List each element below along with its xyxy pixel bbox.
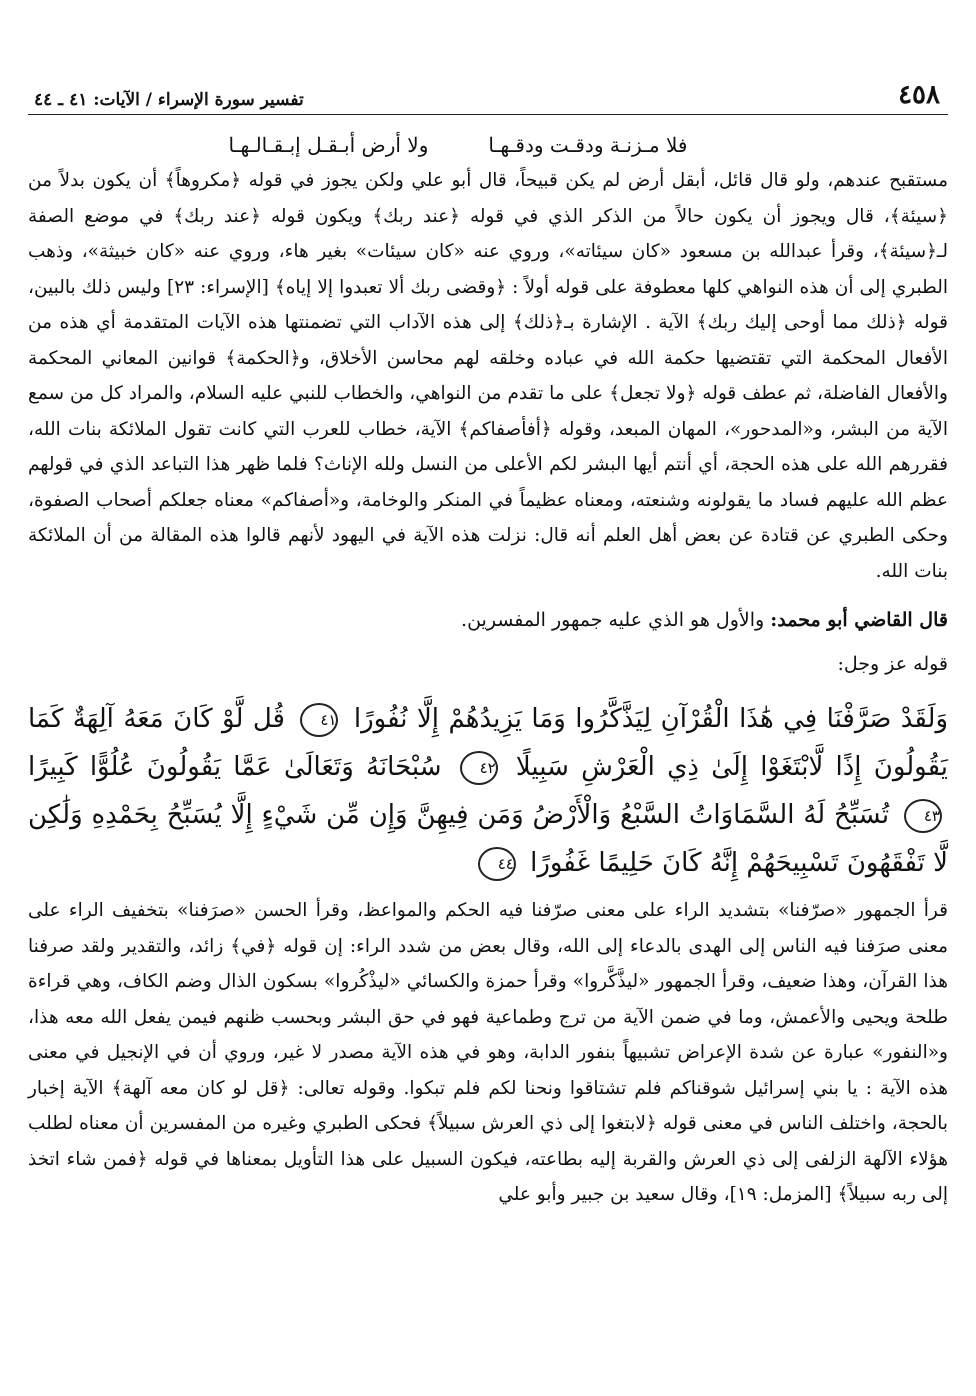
text-line: ﴿مكروهاً﴾ أن يكون بدلاً من ﴿سيئة﴾، قال ويجوز أن يكون حالاً من الذكر الذي في قوله ﴿عند ربك﴾ xyxy=(28,170,949,227)
text-line: يا بني إسرائيل شوقناكم فلم تشتاقوا ونحنا لكم فلم تبكوا. وقوله تعالى: ﴿قل لو كان معه آلهة﴾ الآية إخبار xyxy=(28,1077,858,1099)
text-line: بتخفيف الراء على معنى صرَفنا فيه الناس إلى الهدى بالدعاء إلى الله، وقال بعض من شدد الراء: إن قوله xyxy=(28,900,948,957)
ayah-44: تُسَبِّحُ لَهُ السَّمَاوَاتُ السَّبْعُ وَالْأَرْضُ وَمَن فِيهِنَّ وَإِن مِّن شَيْءٍ إِلَّا يُسَبِّحُ بِحَمْدِهِ وَلَٰكِن لَّا تَفْقَهُونَ تَسْبِيحَهُمْ إِنَّهُ كَانَ حَلِيمًا غَفُورًا xyxy=(28,800,948,878)
text-line: في المنكر والوخامة، و«أصفاكم» معناه جعلكم أصحاب الصفوة، وحكى الطبري عن قتادة عن بعض أهل xyxy=(28,489,948,546)
text-line: من ترج وطماعية فهو في حق البشر وبحسب ظنهم فيمن يفعل الله معه هذا، و«النفور» عبارة عن شدة xyxy=(28,1006,948,1063)
text-line: الإشارة بـ﴿ذلك﴾ إلى هذه الآداب التي تضمنتها هذه الآيات المتقدمة أي هذه من الأفعال المحكمة التي xyxy=(28,312,948,369)
text-line: مستقبح عندهم، ولو قال قائل، أبقل أرض لم يكن قبيحاً، قال أبو علي ولكن يجوز في قوله xyxy=(248,170,948,191)
speaker-name: قال القاضي أبو محمد: xyxy=(770,609,948,631)
commentary-paragraph-2 xyxy=(28,893,948,1213)
ayah-41: وَلَقَدْ صَرَّفْنَا فِي هَٰذَا الْقُرْآنِ لِيَذَّكَّرُوا وَمَا يَزِيدُهُمْ إِلَّا نُفُورًا xyxy=(353,704,949,734)
page-header xyxy=(28,70,948,115)
ayah-number-marker: ٤٤ xyxy=(478,847,516,881)
speaker-text: والأول هو الذي عليه جمهور المفسرين. xyxy=(461,609,765,631)
ayah-number-marker: ٤٣ xyxy=(904,799,942,833)
verse-hemistich-right: فلا مـزنـة ودقـت ودقـهـا xyxy=(488,133,688,157)
ayah-42: قُل لَّوْ كَانَ مَعَهُ آلِهَةٌ كَمَا يَقُولُونَ إِذًا لَّابْتَغَوْا إِلَىٰ ذِي الْعَرْشِ سَبِيلًا xyxy=(28,704,948,782)
speaker-statement xyxy=(28,603,948,637)
ayah-number-marker: ٤١ xyxy=(300,703,338,737)
ayah-43: سُبْحَانَهُ وَتَعَالَىٰ عَمَّا يَقُولُونَ عُلُوًّا كَبِيرًا xyxy=(28,752,442,782)
text-line: سيئات» بغير هاء، وروي عنه «كان خبيثة»، وذهب الطبري إلى أن هذه النواهي كلها معطوفة على قوله أولاً : xyxy=(28,241,948,298)
text-line: تقتضيها حكمة الله في عباده وخلقه لهم محاسن الأخلاق، و﴿الحكمة﴾ قوانين المعاني المحكمة والأفعال xyxy=(28,347,948,404)
verse-intro: قوله عز وجل: xyxy=(837,653,948,675)
page-number: ٤٥٨ xyxy=(898,80,940,110)
text-line: الفاضلة، ثم عطف قوله ﴿ولا تجعل﴾ على ما تقدم من النواهي، والخطاب للنبي عليه السلام، والمراد xyxy=(128,383,881,404)
text-line: التأويل بمعناها في قوله ﴿فمن شاء اتخذ إلى ربه سبيلاً﴾ [المزمل: ١٩]، وقال سعيد بن جبير وأبو علي xyxy=(28,1148,948,1205)
text-line: العلم أنه قال: نزلت هذه الآية في اليهود لأنهم قالوا هذه المقالة من أن الملائكة بنات الله. xyxy=(28,525,948,582)
verse-hemistich-left: ولا أرض أبـقـل إبـقـالـهـا xyxy=(228,133,429,157)
text-line: ﴿وقضى ربك ألا تعبدوا إلا إياه﴾ [الإسراء: ٢٣] وليس ذلك بالبين، قوله ﴿ذلك مما أوحى إليك ربك﴾ الآية . xyxy=(28,276,948,333)
running-title: تفسير سورة الإسراء / الآيات: ٤١ ـ ٤٤ xyxy=(34,90,304,110)
text-line: كانت تقول الملائكة بنات الله، فقررهم الله على هذه الحجة، أي أنتم أيها البشر لكم الأعلى من النسل xyxy=(28,418,948,475)
text-line: ﴿في﴾ زائد، والتقدير ولقد صرفنا هذا القرآن، وهذا ضعيف، وقرأ الجمهور «ليذَّكَّروا» وقرأ حمزة xyxy=(28,935,949,992)
text-line: كل من سمع الآية من البشر، و«المدحور»، المهان المبعد، وقوله ﴿أفأصفاكم﴾ الآية، خطاب للعرب التي xyxy=(28,383,948,440)
text-line: والكسائي «ليذْكُروا» بسكون الذال وضم الكاف، وهي قراءة طلحة ويحيى والأعمش، وما في ضمن الآية xyxy=(28,971,948,1028)
commentary-paragraph-1 xyxy=(28,163,948,589)
text-line: الإعراض تشبيهاً بنفور الدابة، وهو في هذه الآية مصدر لا غير، وروي أن في الإنجيل في معنى هذه الآية : xyxy=(28,1042,948,1099)
ayah-number-marker: ٤٢ xyxy=(460,751,498,785)
text-line: قرأ الجمهور «صرّفنا» بتشديد الراء على معنى صرّفنا فيه الحكم والمواعظ، وقرأ الحسن «صرَفنا» xyxy=(177,900,948,921)
text-line: ولله الإناث؟ فلما ظهر هذا التباعد الذي في قولهم عظم الله عليهم فساد ما يقولونه وشنعته، ومعناه عظيماً xyxy=(28,454,948,511)
text-line: ويكون قوله ﴿عند ربك﴾ في موضع الصفة لـ﴿سيئة﴾، وقرأ عبدالله بن مسعود «كان سيئاته»، وروي عنه «كان xyxy=(28,205,948,262)
text-line: بالحجة، واختلف الناس في معنى قوله ﴿لابتغوا إلى ذي العرش سبيلاً﴾ فحكى الطبري وغيره من xyxy=(232,1113,949,1134)
book-page xyxy=(28,70,948,1380)
quran-verses xyxy=(28,695,948,887)
text-line: المفسرين أن معناه لطلب هؤلاء الآلهة الزلفى إلى ذي العرش والقربة إليه بطاعته، فيكون السبيل على هذا xyxy=(28,1113,948,1170)
poetry-verse xyxy=(28,133,948,157)
